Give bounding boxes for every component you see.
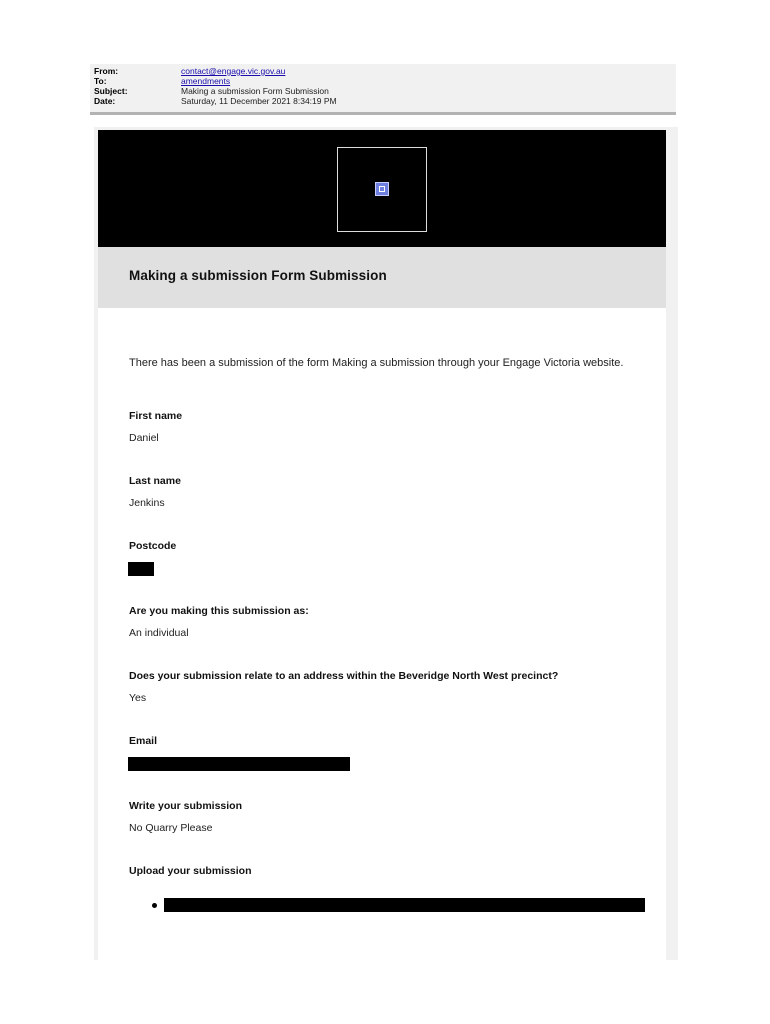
broken-image-icon bbox=[375, 182, 389, 196]
postcode-label: Postcode bbox=[129, 540, 177, 552]
upload-submission-label: Upload your submission bbox=[129, 865, 252, 877]
to-link[interactable]: amendments bbox=[181, 76, 231, 86]
logo-placeholder bbox=[337, 147, 427, 232]
first-name-value: Daniel bbox=[129, 432, 159, 444]
email-header bbox=[90, 64, 676, 115]
date-label: Date: bbox=[94, 96, 116, 106]
postcode-redaction bbox=[128, 562, 154, 576]
write-submission-value: No Quarry Please bbox=[129, 822, 213, 834]
subject-label: Subject: bbox=[94, 86, 128, 96]
last-name-value: Jenkins bbox=[129, 497, 165, 509]
date-value: Saturday, 11 December 2021 8:34:19 PM bbox=[181, 96, 337, 106]
submission-as-value: An individual bbox=[129, 627, 189, 639]
email-label: Email bbox=[129, 735, 158, 747]
first-name-label: First name bbox=[129, 410, 183, 422]
form-title-band bbox=[98, 247, 666, 308]
form-title: Making a submission Form Submission bbox=[129, 268, 387, 283]
submission-as-label: Are you making this submission as: bbox=[129, 605, 309, 617]
from-link[interactable]: contact@engage.vic.gov.au bbox=[181, 66, 286, 76]
attachment-redaction[interactable] bbox=[164, 898, 645, 912]
to-label: To: bbox=[94, 76, 107, 86]
from-label: From: bbox=[94, 66, 119, 76]
email-redaction bbox=[128, 757, 350, 771]
write-submission-label: Write your submission bbox=[129, 800, 242, 812]
subject-value: Making a submission Form Submission bbox=[181, 86, 329, 96]
precinct-question-label: Does your submission relate to an address within the Beveridge North West precinct? bbox=[129, 670, 559, 682]
form-content bbox=[98, 308, 666, 960]
last-name-label: Last name bbox=[129, 475, 181, 487]
intro-text: There has been a submission of the form Making a submission through your Engage Victoria website. bbox=[129, 357, 624, 369]
attachment-bullet bbox=[152, 903, 157, 908]
precinct-question-value: Yes bbox=[129, 692, 147, 704]
header-banner bbox=[98, 130, 666, 247]
